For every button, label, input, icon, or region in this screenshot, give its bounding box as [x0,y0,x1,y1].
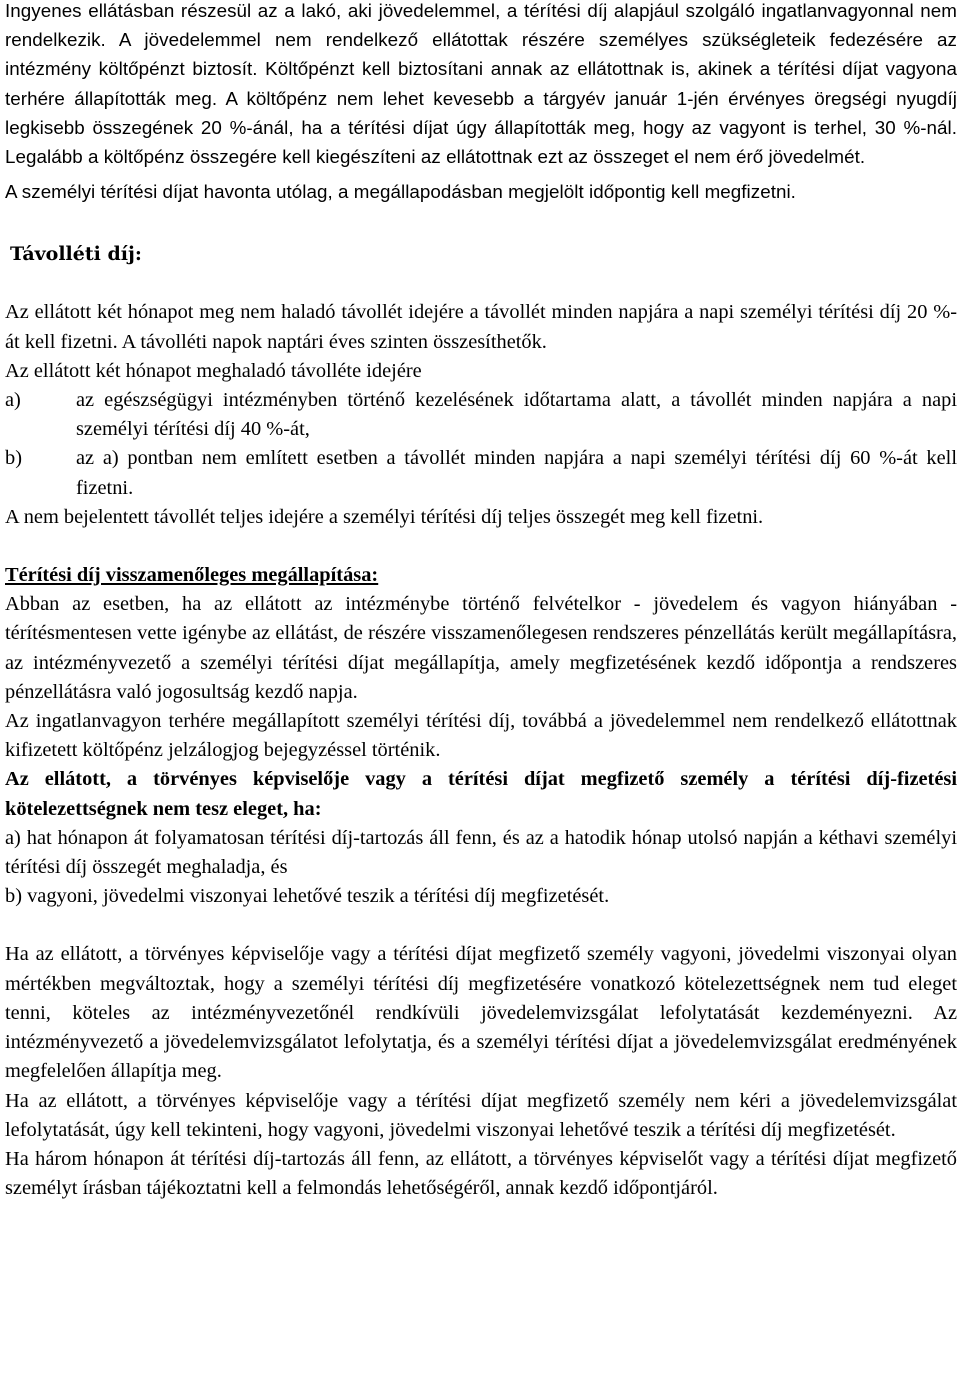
paragraph-condition-b: b) vagyoni, jövedelmi viszonyai lehetővé teszik a térítési díj megfizetését. [5,885,610,908]
paragraph-three-month-debt: Ha három hónapon át térítési díj-tartozás áll fenn, az ellátott, a törvényes képviselőt vagy a térítési díjat megfizető személyt írásban tájékoztatni kell a felmondás lehetőségéről, annak kezdő időpontjáról. [5,1147,957,1200]
paragraph-unreported-absence: A nem bejelentett távollét teljes idejére a személyi térítési díj teljes összegét meg kell fizetni. [5,505,764,528]
paragraph-free-care: Ingyenes ellátásban részesül az a lakó, aki jövedelemmel, a térítési díj alapjául szolgáló ingatlanvagyonnal nem rendelkezik. A jövedelemmel nem rendelkező ellátottak részére személyes szükségleteik fedezésére az intézmény költőpénzt biztosít. Költőpénzt kell biztosítani annak az ellátottnak is, akinek a térítési díjat vagyona terhére állapították meg. A költőpénz nem lehet kevesebb a tárgyév január 1-jén érvényes öregségi nyugdíj legkisebb összegének 20 %-ánál, ha a térítési díjat úgy állapították meg, hogy az vagyont is terhel, 30 %-nál. Legalább a költőpénz összegére kell kiegészíteni az ellátottnak ezt az összeget el nem érő jövedelmét. [5,0,957,168]
paragraph-income-change: Ha az ellátott, a törvényes képviselője vagy a térítési díjat megfizető személy vagyoni, jövedelmi viszonyai olyan mértékben megváltoztak, hogy a személyi térítési díj megfizetésére vonatkozó kötelezettségnek nem tud eleget tenni, köteles az intézményvezetőnél rendkívüli jövedelemvizsgálat lefolytatását kezdeményezni. Az intézményvezető a jövedelemvizsgálatot lefolytatja, és a személyi térítési díjat a jövedelemvizsgálat eredményének megfelelően állapítja meg. [5,943,957,1083]
heading-retroactive-fee: Térítési díj visszamenőleges megállapítása: [5,564,379,587]
paragraph-payment-deadline: A személyi térítési díjat havonta utólag, a megállapodásban megjelölt időpontig kell megfizetni. [5,181,796,203]
list-item-text: az egészségügyi intézményben történő kezelésének időtartama alatt, a távollét minden napjára a napi személyi térítési díj 40 %-át, [76,389,957,441]
paragraph-retroactive: Abban az esetben, ha az ellátott az intézménybe történő felvételkor - jövedelem és vagyon hiányában - térítésmentesen vette igénybe az ellátást, de részére visszamenőlegesen rendszeres pénzellátás került megállapításra, az intézményvezető a személyi térítési díjat megállapítja, amely megfizetésének kezdő időpontja a rendszeres pénzellátásra való jogosultság kezdő napja. [5,593,957,703]
paragraph-no-review-request: Ha az ellátott, a törvényes képviselője vagy a térítési díjat megfizető személy nem kéri a jövedelemvizsgálat lefolytatását, úgy kell tekinteni, hogy vagyoni, jövedelmi viszonyai lehetővé teszik a térítési díj megfizetését. [5,1089,957,1141]
paragraph-absence-short: Az ellátott két hónapot meg nem haladó távollét idejére a távollét minden napjára a napi személyi térítési díj 20 %-át kell fizetni. A távolléti napok naptári éves szinten összesíthetők. [5,301,957,353]
heading-absence-fee: Távolléti díj: [10,243,142,266]
paragraph-non-payment-conditions: Az ellátott, a törvényes képviselője vagy a térítési díjat megfizető személy a térítési díj-fizetési kötelezettségnek nem tesz eleget, ha: [5,768,957,820]
list-item-absence-a [5,386,957,444]
paragraph-absence-long-intro: Az ellátott két hónapot meghaladó távolléte idejére [5,359,422,382]
paragraph-lien: Az ingatlanvagyon terhére megállapított személyi térítési díj, továbbá a jövedelemmel nem rendelkező ellátottnak kifizetett költőpénz jelzálogjog bejegyzéssel történik. [5,710,957,762]
list-item-text: az a) pontban nem említett esetben a távollét minden napjára a napi személyi térítési díj 60 %-át kell fizetni. [76,447,957,499]
list-item-absence-b [5,444,957,502]
list-marker: b) [5,447,22,470]
document-page [5,0,957,1203]
paragraph-condition-a: a) hat hónapon át folyamatosan térítési díj-tartozás áll fenn, és az a hatodik hónap utolsó napján a kéthavi személyi térítési díj összegét meghaladja, és [5,826,957,879]
list-marker: a) [5,389,21,412]
